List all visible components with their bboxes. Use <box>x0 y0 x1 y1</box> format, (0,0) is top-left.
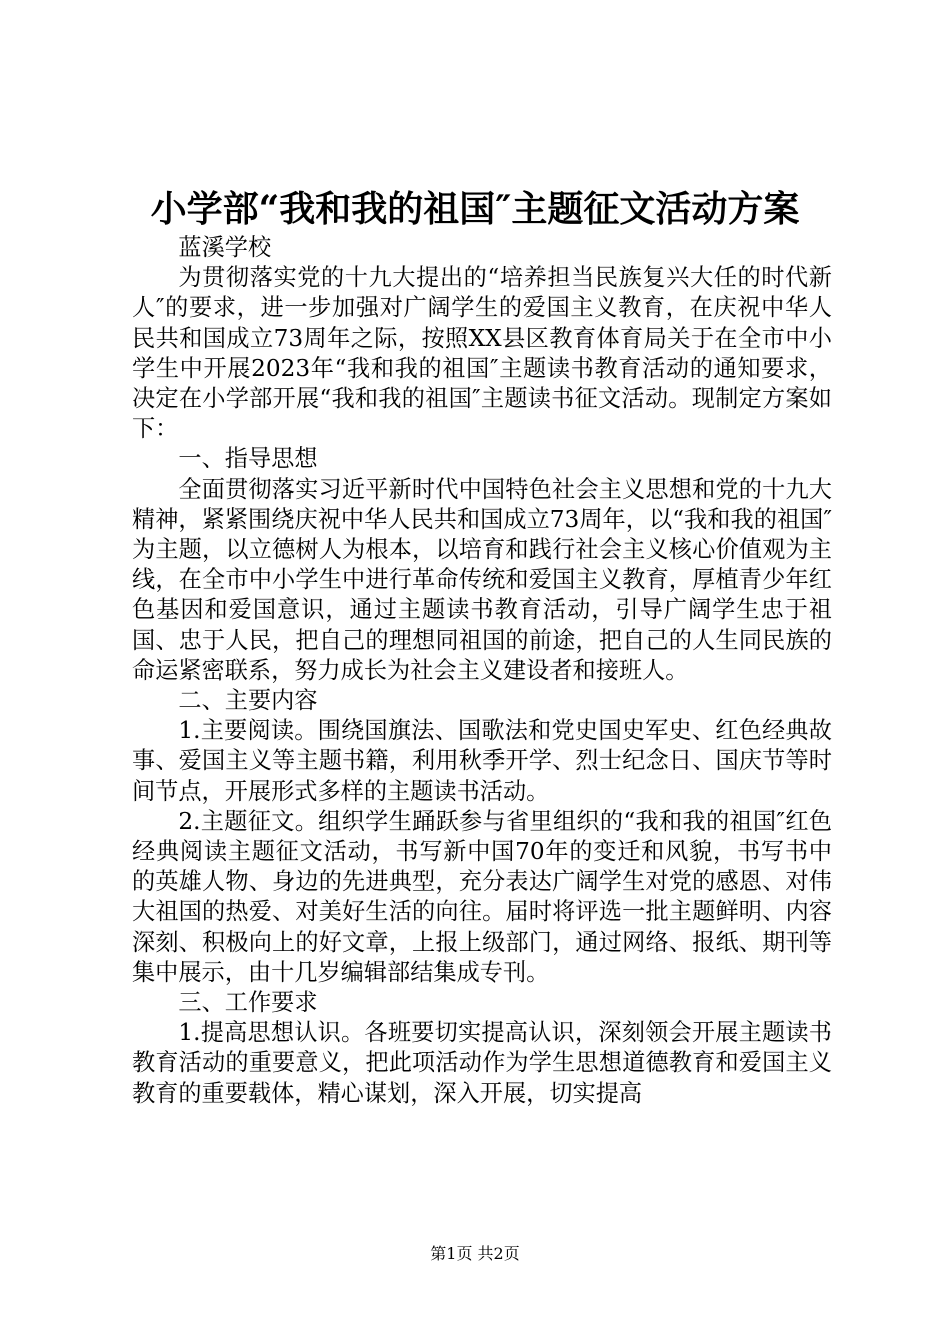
guiding-thought-paragraph: 全面贯彻落实习近平新时代中国特色社会主义思想和党的十九大精神，紧紧围绕庆祝中华人民共和国成立73周年，以“我和我的祖国″为主题，以立德树人为根本，以培育和践行社会主义核心价值观为主线，在全市中小学生中进行革命传统和爱国主义教育，厚植青少年红色基因和爱国意识，通过主题读书教育活动，引导广阔学生忠于祖国、忠于人民，把自己的理想同祖国的前途，把自己的人生同民族的命运紧密联系，努力成长为社会主义建设者和接班人。 <box>132 475 832 684</box>
main-content-item-2: 2.主题征文。组织学生踊跃参与省里组织的“我和我的祖国″红色经典阅读主题征文活动，书写新中国70年的变迁和风貌，书写书中的英雄人物、身边的先进典型，充分表达广阔学生对党的感恩、对伟大祖国的热爱、对美好生活的向往。届时将评选一批主题鲜明、内容深刻、积极向上的好文章，上报上级部门，通过网络、报纸、期刊等集中展示，由十几岁编辑部结集成专刊。 <box>132 807 832 986</box>
page-footer: 第1页 共2页 <box>430 1244 520 1263</box>
work-requirement-item-1: 1.提高思想认识。各班要切实提高认识，深刻领会开展主题读书教育活动的重要意义，把此项活动作为学生思想道德教育和爱国主义教育的重要载体，精心谋划，深入开展，切实提高 <box>132 1019 832 1107</box>
intro-paragraph: 为贯彻落实党的十九大提出的“培养担当民族复兴大任的时代新人″的要求，进一步加强对广阔学生的爱国主义教育，在庆祝中华人民共和国成立73周年之际，按照XX县区教育体育局关于在全市中小学生中开展2023年“我和我的祖国″主题读书教育活动的通知要求，决定在小学部开展“我和我的祖国″主题读书征文活动。现制定方案如下： <box>132 264 832 443</box>
main-content-item-1: 1.主要阅读。围绕国旗法、国歌法和党史国史军史、红色经典故事、爱国主义等主题书籍，利用秋季开学、烈士纪念日、国庆节等时间节点，开展形式多样的主题读书活动。 <box>132 717 832 805</box>
document-body <box>132 233 832 1109</box>
section-heading-main-content: 二、主要内容 <box>178 687 318 715</box>
section-heading-work-requirements: 三、工作要求 <box>178 989 318 1017</box>
document-title: 小学部“我和我的祖国″主题征文活动方案 <box>150 188 800 230</box>
school-name: 蓝溪学校 <box>178 234 272 261</box>
section-heading-guiding-thought: 一、指导思想 <box>178 445 318 473</box>
